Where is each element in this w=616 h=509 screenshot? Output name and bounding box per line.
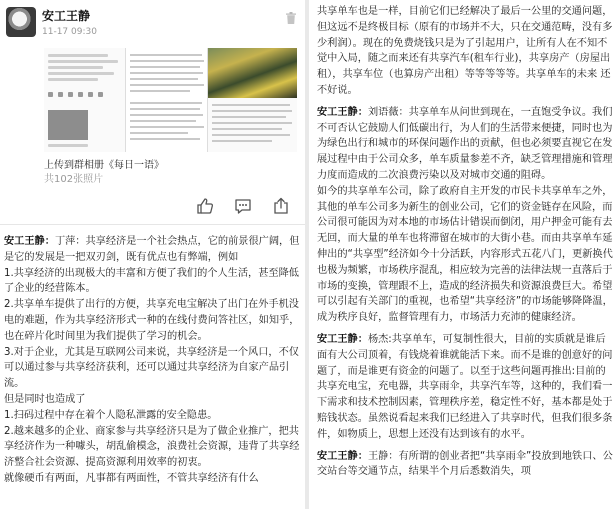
left-post-panel xyxy=(0,0,305,509)
paragraph-text: 共享单车也是一样，目前它们已经解决了最后一公里的交通问题，但这远不是终极目标（原有的市场并不大，只在交通范畴，没有多少利润）。现在的免费烧钱只是为了引起用户，让所有人在不知不觉中入局，随之而来还有共享汽车(租车行业)，共享房产（房屋出租），共享车位（也算房产出租）等等等等等。共享单车的未来 还不好说。 xyxy=(317,6,613,96)
right-post-panel xyxy=(309,0,616,509)
screenshot-thumbnail xyxy=(44,48,126,152)
paragraph xyxy=(317,4,613,99)
paragraph xyxy=(4,392,302,408)
like-icon[interactable] xyxy=(196,197,214,215)
post-time: 11-17 09:30 xyxy=(42,27,97,37)
paragraph-text: 3.对于企业，尤其是互联网公司来说，共享经济是一个风口，不仅可以通过参与共享经济获利，还可以通过共享经济为自家产品引流。 xyxy=(4,346,299,390)
paragraph xyxy=(4,408,302,424)
paragraph-text: 丁萍：共享经济是一个社会热点，它的前景很广阔，但是它的发展是一把双刃剑，既有优点也有弊端，例如 xyxy=(4,236,300,263)
speaker: 安工王静： xyxy=(4,236,55,247)
paragraph xyxy=(317,449,613,481)
paragraph-text: 杨杰:共享单车，可复制性很大，目前的实质就是谁后面有大公司顶着，有钱烧着谁就能活下来。而不是谁的创意好的问题了，而是谁更有资金的问题了。以至于这些问题再推出:目前的共享充电宝，充电器，共享雨伞，共享汽车等，这种的，我们看一下需求和技术控制因素，管理秩序差，稳定性不好，基本都是处于赔钱状态。虽然说看起来我们已经进入了共享时代，但我们很多条件，如物质上，思想上还没有达到该有的水平。 xyxy=(317,333,613,440)
paragraph-text: 2.共享单车提供了出行的方便，共享充电宝解决了出门在外手机没电的难题，作为共享经济形式一种的在线付费问答社区，如知乎，也在碎片化时间里为我们提供了学习的机会。 xyxy=(4,299,300,342)
divider xyxy=(0,224,305,225)
paragraph xyxy=(4,424,302,471)
speaker: 安工王静： xyxy=(317,333,368,345)
avatar[interactable] xyxy=(6,7,36,37)
paragraph xyxy=(317,184,613,326)
post-content-right xyxy=(317,4,613,480)
photo-count: 共102张照片 xyxy=(44,174,104,185)
bike-photo xyxy=(208,48,297,98)
paragraph-text: 但是同时也造成了 xyxy=(4,393,86,405)
paragraph-text: 2.越来越多的企业、商家参与共享经济只是为了做企业推广，把共享经济作为一种噱头，胡乱偷模念，浪费社会资源，违背了共享经济整合社会资源、提高资源利用效率的初衷。 xyxy=(4,425,300,469)
paragraph-text: 1.共享经济的出现极大的丰富和方便了我们的个人生活，甚至降低了企业的经营陈本。 xyxy=(4,267,299,295)
paragraph xyxy=(4,471,302,487)
paragraph xyxy=(317,105,613,184)
photo-collage[interactable] xyxy=(44,48,297,152)
bike-photo-thumbnail xyxy=(208,48,297,152)
paragraph xyxy=(4,297,302,344)
album-upload-title[interactable]: 上传到群相册《每日一语》 xyxy=(44,160,164,171)
comment-icon[interactable] xyxy=(234,197,252,215)
paragraph-text: 王静：有所谓的创业者把“共享雨伞”投放到地铁口、公交站台等交通节点，结果半个月后悉数消失，项 xyxy=(317,450,613,478)
post-content-left xyxy=(4,234,302,487)
speaker: 安工王静： xyxy=(317,450,368,462)
paragraph xyxy=(317,332,613,443)
paragraph xyxy=(4,234,302,266)
share-icon[interactable] xyxy=(272,197,290,215)
trash-icon[interactable] xyxy=(286,12,296,24)
paragraph-text: 就像硬币有两面，凡事都有两面性，不管共享经济有什么 xyxy=(4,472,259,484)
paragraph xyxy=(4,266,302,298)
author-name[interactable]: 安工王静 xyxy=(42,9,91,23)
text-thumbnail xyxy=(126,48,208,152)
paragraph xyxy=(4,345,302,392)
paragraph-text: 1.扫码过程中存在着个人隐私泄露的安全隐患。 xyxy=(4,409,218,421)
paragraph-text: 刘语薇：共享单车从问世到现在，一直饱受争议。我们不可否认它鼓励人们低碳出行，为人们的生活带来便捷，同时也为为绿色出行和城市的环保问题作出的贡献，但也必须要直视它在发展过程中由于公司众多，单车质量参差不齐，缺乏管理措施和管理力度而造成的二次浪费污染以及对城市交通的阻碍。 xyxy=(317,106,613,181)
speaker: 安工王静： xyxy=(317,106,368,118)
post-header xyxy=(0,0,305,46)
paragraph-text: 如今的共享单车公司，除了政府自主开发的市民卡共享单车之外，其他的单车公司多为新生的创业公司，它们的资金链存在风险，而公司很可能因为对本地的市场估计错误而倒闭，用户押金可能有去无回，而大量的单车也将滞留在城市的大街小巷。而由共享单车延伸出的“共享型”经济如今十分活跃，内容形式五花八门，更新换代也极为频繁，市场秩序混乱，相应较为完善的法律法规一直落后于市场的变换，管理跟不上，造成的经济损失和资源浪费巨大。希望可以引起有关部门的重视，也希望“共享经济”的市场能够降降温，成为秩序良好，监督管理有力，市场活力充沛的健康经济。 xyxy=(317,185,613,324)
